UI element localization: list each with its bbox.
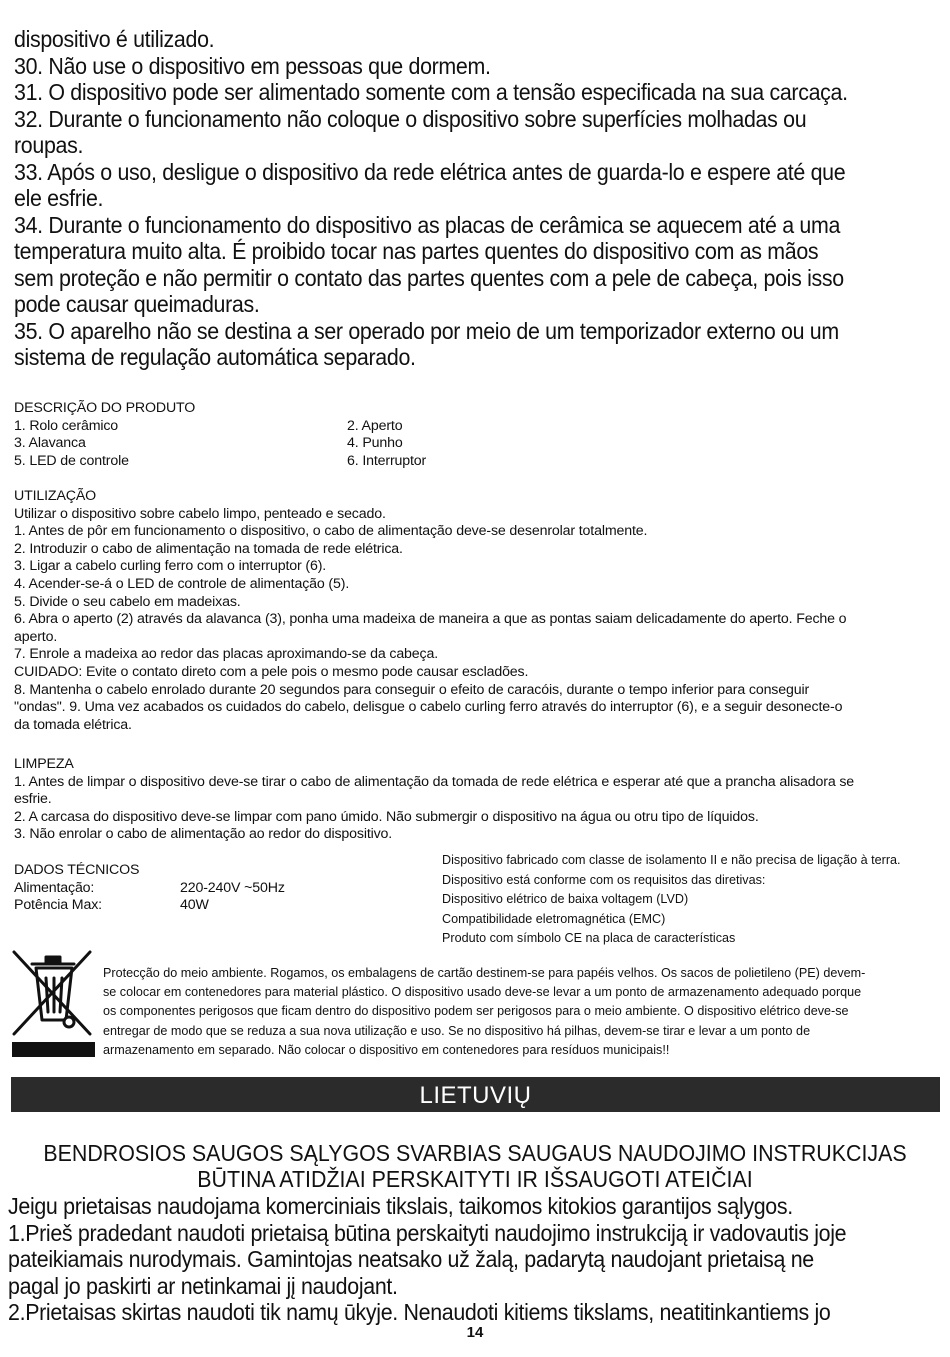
spec-value: 40W (180, 897, 209, 914)
safety-line: 32. Durante o funcionamento não coloque o dispositivo sobre superfícies molhadas ou (14, 105, 807, 132)
cleaning-section (14, 756, 939, 844)
compliance-notes (442, 851, 942, 949)
compliance-line: Compatibilidade eletromagnética (EMC) (442, 911, 666, 926)
safety-line: dispositivo é utilizado. (14, 26, 215, 52)
heading-line: BŪTINA ATIDŽIAI PERSKAITYTI IR IŠSAUGOTI ATEIČIAI (197, 1166, 753, 1192)
compliance-line: Produto com símbolo CE na placa de características (442, 931, 736, 946)
spec-label: Potência Max: (14, 897, 102, 914)
safety-line: ele esfrie. (14, 185, 104, 211)
compliance-line: Dispositivo está conforme com os requisitos das diretivas: (442, 872, 766, 887)
cleaning-line: 3. Não enrolar o cabo de alimentação ao redor do dispositivo. (14, 826, 393, 843)
usage-line: 2. Introduzir o cabo de alimentação na tomada de rede elétrica. (14, 540, 403, 557)
lt-line: pagal jo paskirti ar netinkamai jį naudojant. (8, 1272, 398, 1299)
weee-crossed-bin-icon (10, 946, 96, 1060)
safety-line: roupas. (14, 132, 84, 158)
usage-line: "ondas". 9. Uma vez acabados os cuidados do cabelo, delisgue o cabelo curling ferro através do interruptor (6), e a seguir desonecte-o (14, 699, 843, 716)
part-item: 1. Rolo cerâmico (14, 417, 119, 434)
safety-line: 34. Durante o funcionamento do dispositivo as placas de cerâmica se aquecem até a uma (14, 211, 841, 238)
compliance-line: Dispositivo elétrico de baixa voltagem (LVD) (442, 892, 689, 907)
language-label: LIETUVIŲ (419, 1082, 532, 1109)
environment-line: armazenamento em separado. Não colocar o dispositivo em contenedores para resíduos municipais!! (103, 1042, 670, 1057)
environment-line: Protecção do meio ambiente. Rogamos, os embalagens de cartão destinem-se para papéis velhos. Os sacos de polietileno (PE) devem- (103, 966, 866, 980)
spec-label: Alimentação: (14, 879, 95, 896)
lt-safety-text (8, 1193, 943, 1326)
usage-line: 5. Divide o seu cabelo em madeixas. (14, 593, 241, 610)
section-title: DADOS TÉCNICOS (14, 862, 140, 878)
usage-line: CUIDADO: Evite o contato direto com a pele pois o mesmo pode causar escladões. (14, 663, 529, 680)
safety-line: sistema de regulação automática separado. (14, 344, 416, 370)
lt-line: 2.Prietaisas skirtas naudoti tik namų ūkyje. Nenaudoti kitiems tikslams, neatitinkantiems jo (8, 1299, 831, 1325)
safety-line: temperatura muito alta. É proibido tocar nas partes quentes do dispositivo com as mãos (14, 238, 819, 264)
usage-line: 3. Ligar a cabelo curling ferro com o interruptor (6). (14, 558, 327, 575)
usage-section (14, 488, 939, 734)
safety-line: 35. O aparelho não se destina a ser operado por meio de um temporizador externo ou um (14, 317, 839, 344)
environment-line: os componentes perigosos que ficam dentro do dispositivo podem ser perigosos para o meio ambiente. O dispositivo elétrico deve-se (103, 1004, 849, 1019)
technical-data (14, 862, 434, 915)
cleaning-line: esfrie. (14, 791, 52, 808)
usage-line: 4. Acender-se-á o LED de controle de alimentação (5). (14, 575, 350, 592)
environment-notice (103, 964, 943, 1060)
lt-line: Jeigu prietaisas naudojama komerciniais tikslais, taikomos kitokios garantijos sąlygos. (8, 1193, 793, 1219)
lt-line: pateikiamais nurodymais. Gamintojas neatsako už žalą, padarytą naudojant prietaisą ne (8, 1246, 814, 1272)
usage-line: 6. Abra o aperto (2) através da alavanca (3), ponha uma madeixa de maneira a que as pontas saiam delicadamente do aperto. Feche o (14, 611, 847, 628)
section-title: UTILIZAÇÃO (14, 488, 97, 504)
lt-line: 1.Prieš pradedant naudoti prietaisą būtina perskaityti naudojimo instrukciją ir vadovautis joje (8, 1219, 847, 1246)
cleaning-line: 2. A carcasa do dispositivo deve-se limpar com pano úmido. Não submergir o dispositivo na água ou otru tipo de líquidos. (14, 808, 759, 825)
safety-line: 30. Não use o dispositivo em pessoas que dormem. (14, 52, 491, 79)
usage-line: 7. Enrole a madeixa ao redor das placas aproximando-se da cabeça. (14, 646, 439, 663)
lt-safety-heading (0, 1140, 950, 1192)
product-description (14, 400, 614, 470)
environment-line: se colocar em contenedores para material plástico. O dispositivo usado deve-se levar a um ponto de armazenamento adequado porque (103, 985, 862, 1000)
language-section-bar (11, 1077, 940, 1112)
part-item: 6. Interruptor (347, 452, 427, 469)
safety-line: 31. O dispositivo pode ser alimentado somente com a tensão especificada na sua carcaça. (14, 79, 848, 105)
part-item: 5. LED de controle (14, 452, 129, 469)
safety-line: sem proteção e não permitir o contato das partes quentes com a pele de cabeça, pois isso (14, 264, 844, 291)
cleaning-line: 1. Antes de limpar o dispositivo deve-se tirar o cabo de alimentação da tomada de rede elétrica e esperar até que a prancha alisadora se (14, 773, 855, 790)
safety-line: 33. Após o uso, desligue o dispositivo da rede elétrica antes de guarda-lo e espere até que (14, 158, 846, 185)
section-title: LIMPEZA (14, 756, 74, 772)
section-title: DESCRIÇÃO DO PRODUTO (14, 400, 196, 416)
compliance-line: Dispositivo fabricado com classe de isolamento II e não precisa de ligação à terra. (442, 853, 901, 867)
safety-instructions-pt (14, 26, 939, 371)
spec-value: 220-240V ~50Hz (180, 879, 285, 896)
part-item: 3. Alavanca (14, 435, 86, 452)
heading-line: BENDROSIOS SAUGOS SĄLYGOS SVARBIAS SAUGAUS NAUDOJIMO INSTRUKCIJAS (43, 1140, 907, 1166)
environment-line: entregar de modo que se reduza a sua nova utilização e uso. Se no dispositivo há pilhas, devem-se tirar e levar a um ponto de (103, 1023, 811, 1038)
usage-line: aperto. (14, 628, 58, 645)
part-item: 2. Aperto (347, 417, 403, 434)
page-number: 14 (466, 1324, 484, 1341)
safety-line: pode causar queimaduras. (14, 291, 260, 317)
usage-line: 8. Mantenha o cabelo enrolado durante 20 segundos para conseguir o efeito de caracóis, durante o tempo inferior para conseguir (14, 681, 810, 698)
part-item: 4. Punho (347, 435, 403, 452)
usage-line: Utilizar o dispositivo sobre cabelo limpo, penteado e secado. (14, 505, 386, 522)
usage-line: 1. Antes de pôr em funcionamento o dispositivo, o cabo de alimentação deve-se desenrolar totalmente. (14, 523, 648, 540)
usage-line: da tomada elétrica. (14, 716, 132, 733)
